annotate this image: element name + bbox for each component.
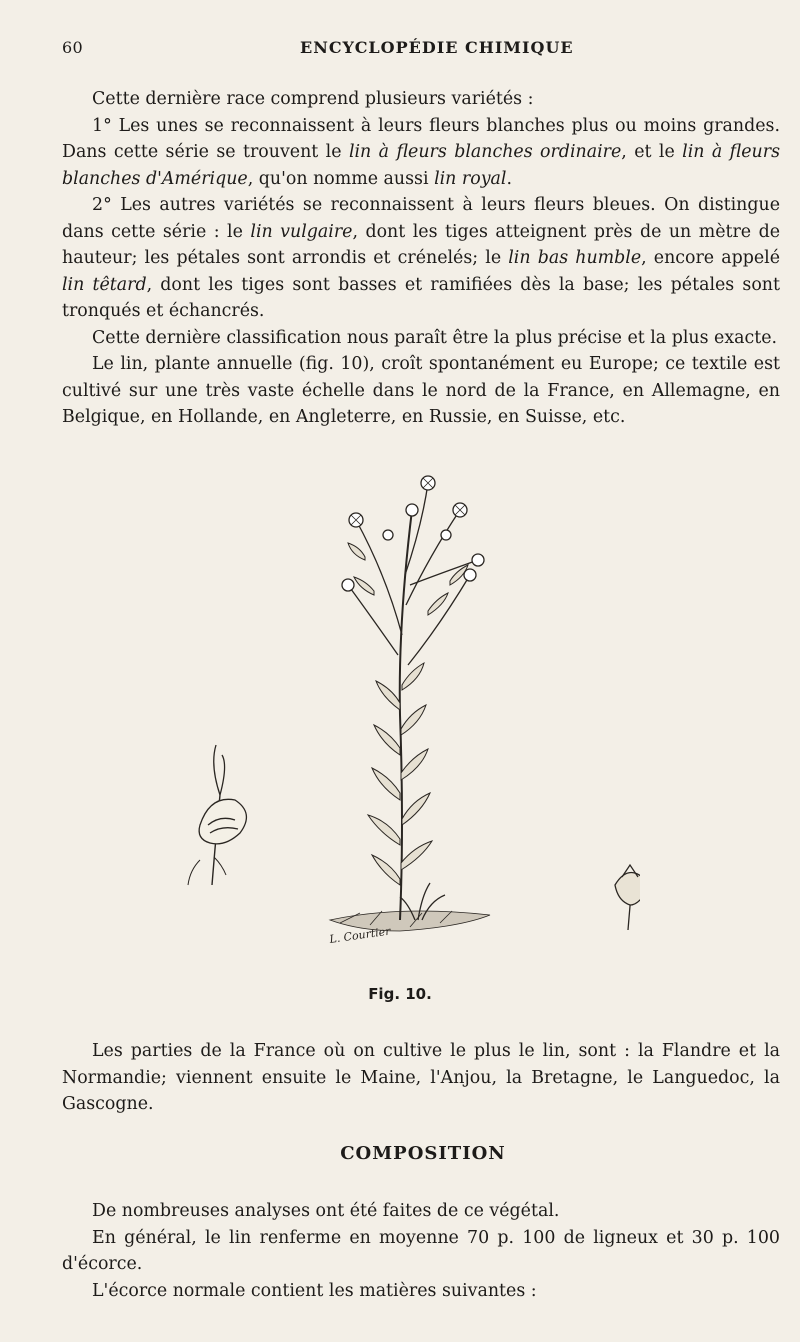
running-title: ENCYCLOPÉDIE CHIMIQUE	[300, 38, 574, 57]
bottom-text-block	[62, 1198, 780, 1304]
middle-text-block	[62, 1038, 780, 1118]
top-text-block	[62, 86, 780, 431]
section-heading: COMPOSITION	[340, 1143, 506, 1164]
figure-caption: Fig. 10.	[368, 985, 432, 1003]
paragraph: 1° Les unes se reconnaissent à leurs fleurs blanches plus ou moins grandes. Dans cette série se trouvent le lin à fleurs blanches ordinaire, et le lin à fleurs blanches d'Amérique, qu'on nomme aussi lin royal.	[62, 115, 781, 189]
paragraph: Le lin, plante annuelle (fig. 10), croît spontanément eu Europe; ce textile est cultivé sur une très vaste échelle dans le nord de la France, en Allemagne, en Belgique, en Hollande, en Angleterre, en Russie, en Suisse, etc.	[62, 354, 780, 427]
artist-signature: L. Courtier	[328, 924, 392, 946]
page-number: 60	[62, 38, 83, 57]
paragraph: 2° Les autres variétés se reconnaissent à leurs fleurs bleues. On distingue dans cette série : le lin vulgaire, dont les tiges atteignent près de un mètre de hauteur; les pétales sont arrondis et crénelés; le lin bas humble, encore appelé lin têtard, dont les tiges sont basses et ramifiées dès la base; les pétales sont tronqués et échancrés.	[62, 195, 781, 321]
page-header	[62, 38, 780, 62]
flax-plant-illustration	[160, 465, 640, 975]
paragraph: En général, le lin renferme en moyenne 70 p. 100 de ligneux et 30 p. 100 d'écorce.	[62, 1227, 780, 1274]
paragraph: Cette dernière race comprend plusieurs variétés :	[92, 89, 534, 109]
paragraph: Cette dernière classification nous paraît être la plus précise et la plus exacte.	[92, 327, 778, 348]
paragraph: L'écorce normale contient les matières suivantes :	[92, 1280, 537, 1301]
paragraph: De nombreuses analyses ont été faites de ce végétal.	[92, 1201, 560, 1221]
paragraph: Les parties de la France où on cultive le plus le lin, sont : la Flandre et la Normandie; viennent ensuite le Maine, l'Anjou, la Bretagne, le Languedoc, la Gascogne.	[62, 1041, 780, 1114]
